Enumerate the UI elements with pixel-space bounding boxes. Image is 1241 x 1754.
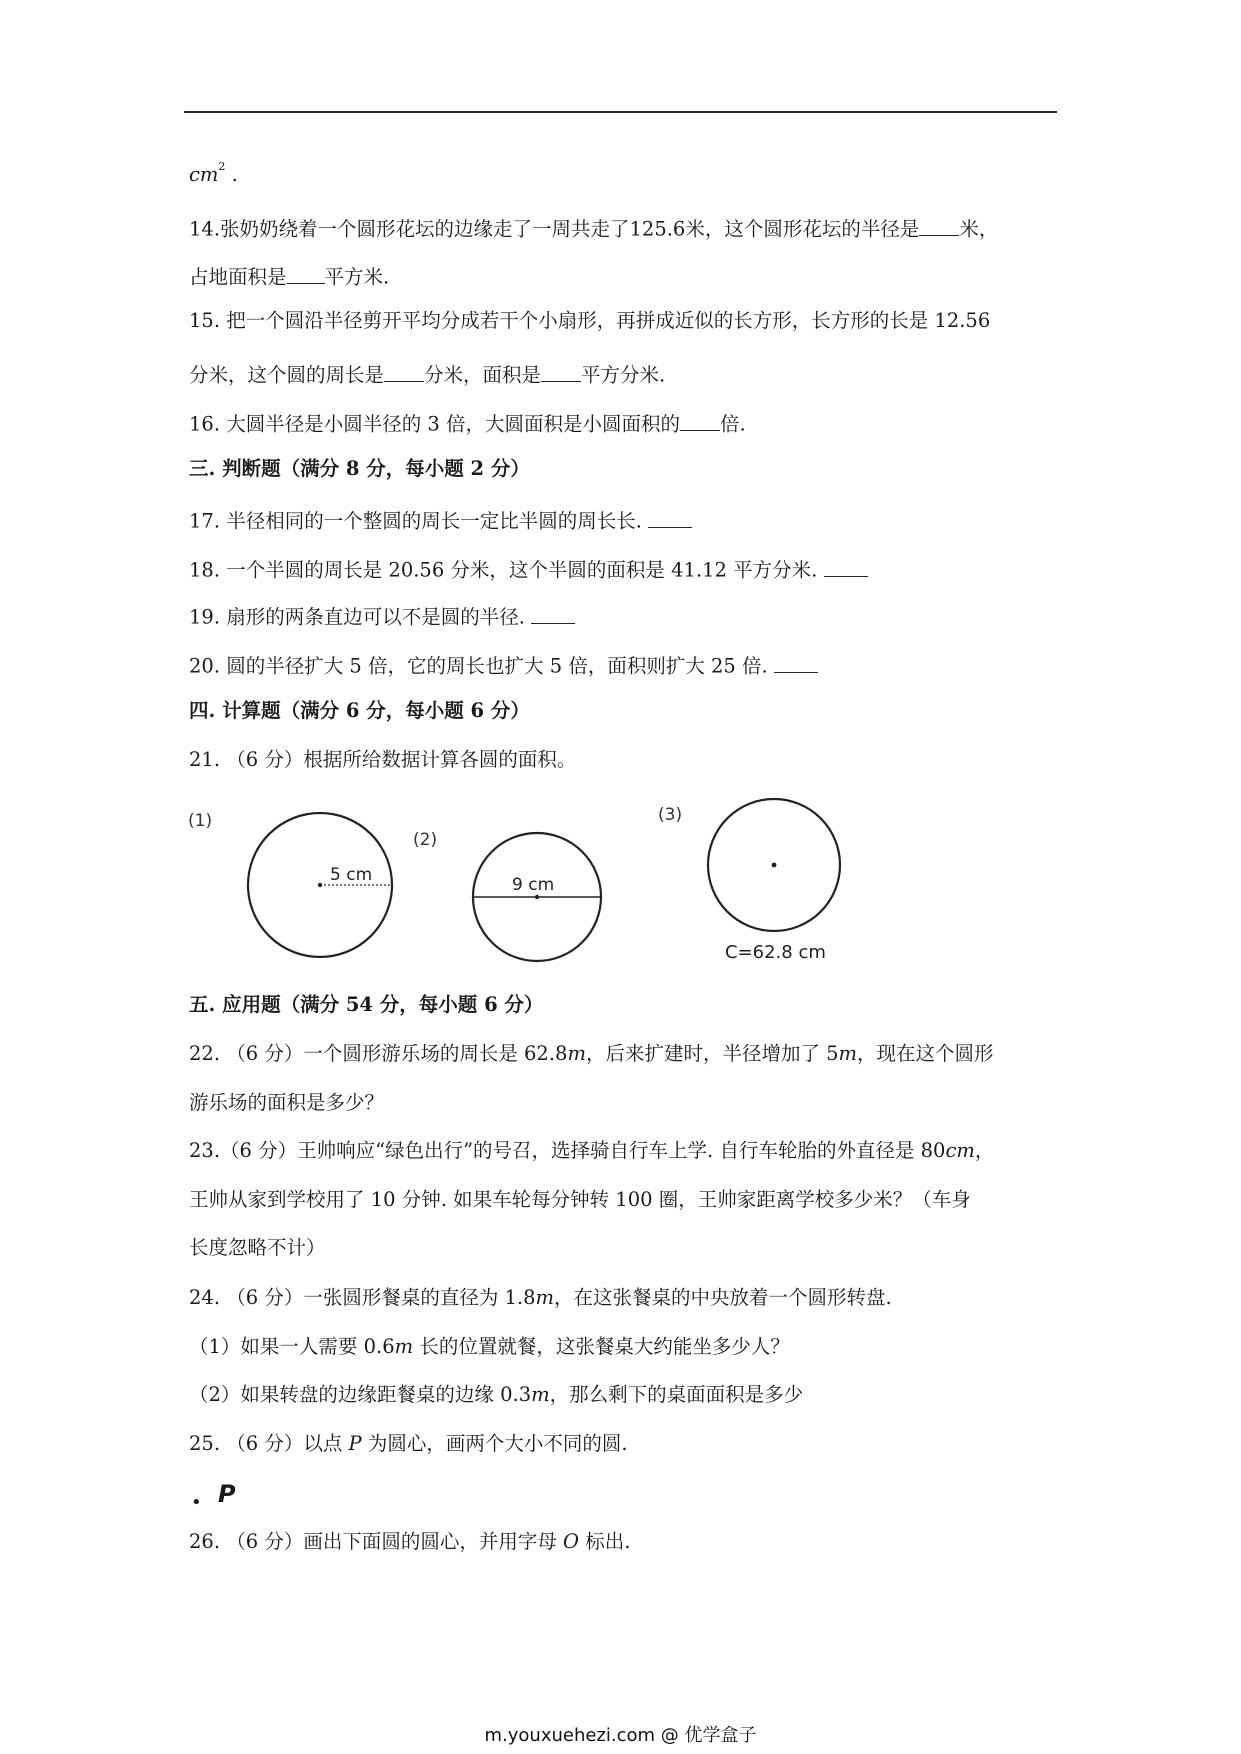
answer-blank[interactable] <box>384 361 424 382</box>
question-15-line2: 分米，这个圆的周长是 分米，面积是 平方分米. <box>189 361 665 385</box>
figure-label-2: (2) <box>413 830 438 850</box>
section-3-heading: 三. 判断题（满分 8 分，每小题 2 分） <box>189 457 530 480</box>
question-23-line1: 23.（6 分）王帅响应“绿色出行”的号召，选择骑自行车上学. 自行车轮胎的外直径是 80cm， <box>189 1139 995 1162</box>
answer-blank[interactable] <box>774 652 818 673</box>
point-p-dot: • <box>191 1492 202 1513</box>
question-24: 24. （6 分）一张圆形餐桌的直径为 1.8m，在这张餐桌的中央放着一个圆形转盘. <box>189 1286 892 1309</box>
question-23-line3: 长度忽略不计） <box>189 1236 326 1259</box>
circle-2-center <box>535 895 539 899</box>
answer-blank[interactable] <box>919 215 959 236</box>
section-4-heading: 四. 计算题（满分 6 分，每小题 6 分） <box>189 699 530 722</box>
section-5-heading: 五. 应用题（满分 54 分，每小题 6 分） <box>189 993 544 1016</box>
answer-blank[interactable] <box>824 556 868 577</box>
answer-blank[interactable] <box>680 410 720 431</box>
question-21: 21. （6 分）根据所给数据计算各圆的面积。 <box>189 748 577 771</box>
question-24-part1: （1）如果一人需要 0.6m 长的位置就餐，这张餐桌大约能坐多少人？ <box>189 1335 790 1358</box>
answer-blank[interactable] <box>287 263 325 284</box>
question-14-line2: 占地面积是 平方米. <box>189 263 389 287</box>
question-24-part2: （2）如果转盘的边缘距餐桌的边缘 0.3m，那么剩下的桌面面积是多少 <box>189 1383 804 1406</box>
question-22-line1: 22. （6 分）一个圆形游乐场的周长是 62.8m，后来扩建时，半径增加了 5m，现在这个圆形 <box>189 1042 994 1065</box>
question-25: 25. （6 分）以点 P 为圆心，画两个大小不同的圆. <box>189 1432 628 1455</box>
question-18: 18. 一个半圆的周长是 20.56 分米，这个半圆的面积是 41.12 平方分米. <box>189 556 868 580</box>
figure-label-3: (3) <box>658 805 683 825</box>
question-19: 19. 扇形的两条直边可以不是圆的半径. <box>189 603 575 627</box>
circles-figure <box>180 790 860 970</box>
footer-watermark: m.youxuehezi.com @ 优学盒子 <box>484 1725 757 1746</box>
circumference-label: C=62.8 cm <box>725 942 826 963</box>
answer-blank[interactable] <box>531 603 575 624</box>
question-14-line1: 14.张奶奶绕着一个圆形花坛的边缘走了一周共走了125.6米，这个圆形花坛的半径是 米， <box>189 215 998 239</box>
figure-label-1: (1) <box>188 811 213 831</box>
circle-3-center <box>772 863 777 868</box>
question-15-line1: 15. 把一个圆沿半径剪开平均分成若干个小扇形，再拼成近似的长方形，长方形的长是 12.56 <box>189 309 991 332</box>
line-unit-cm2: $cm^2$ . <box>189 160 238 186</box>
point-p-label: P <box>218 1480 236 1508</box>
question-22-line2: 游乐场的面积是多少？ <box>189 1091 385 1114</box>
question-16: 16. 大圆半径是小圆半径的 3 倍，大圆面积是小圆面积的 倍. <box>189 410 746 434</box>
question-17: 17. 半径相同的一个整圆的周长一定比半圆的周长长. <box>189 507 692 531</box>
question-23-line2: 王帅从家到学校用了 10 分钟. 如果车轮每分钟转 100 圈，王帅家距离学校多少米？（车身 <box>189 1188 971 1211</box>
header-rule <box>184 111 1057 113</box>
question-26: 26. （6 分）画出下面圆的圆心，并用字母 O 标出. <box>189 1530 631 1553</box>
diameter-label: 9 cm <box>512 875 555 895</box>
question-20: 20. 圆的半径扩大 5 倍，它的周长也扩大 5 倍，面积则扩大 25 倍. <box>189 652 818 676</box>
radius-label: 5 cm <box>330 865 373 885</box>
answer-blank[interactable] <box>541 361 581 382</box>
answer-blank[interactable] <box>648 507 692 528</box>
